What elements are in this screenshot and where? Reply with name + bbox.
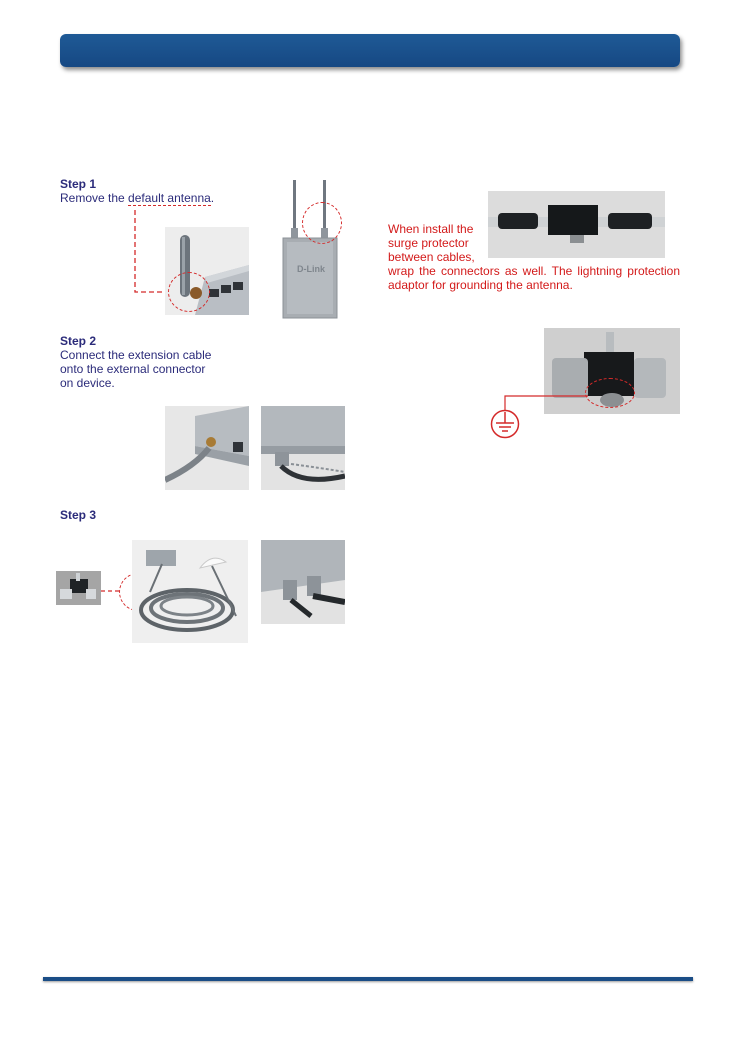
surge-note-line-1: When install the bbox=[388, 222, 474, 236]
surge-note-rest: wrap the connectors as well. The lightning protection adaptor for grounding the antenna. bbox=[388, 264, 680, 292]
step-2-title: Step 2 bbox=[60, 334, 97, 348]
step-2-line-3: on device. bbox=[60, 376, 115, 390]
ground-symbol-svg bbox=[490, 409, 520, 439]
step-1-link-default-antenna: default antenna bbox=[128, 191, 211, 205]
device-logo: D-Link bbox=[297, 264, 325, 274]
step-1-text-suffix: . bbox=[210, 191, 215, 205]
step-3-title: Step 3 bbox=[60, 508, 97, 522]
step-2-line-2: onto the external connector bbox=[60, 362, 206, 376]
step-1-text-prefix: Remove the bbox=[60, 191, 129, 205]
surge-note-line-2: surge protector bbox=[388, 236, 469, 250]
ground-symbol-icon bbox=[490, 409, 520, 439]
surge-note-line-3: between cables, bbox=[388, 250, 475, 264]
step-2-line-1: Connect the extension cable bbox=[60, 348, 212, 362]
step-1-title: Step 1 bbox=[60, 177, 97, 191]
